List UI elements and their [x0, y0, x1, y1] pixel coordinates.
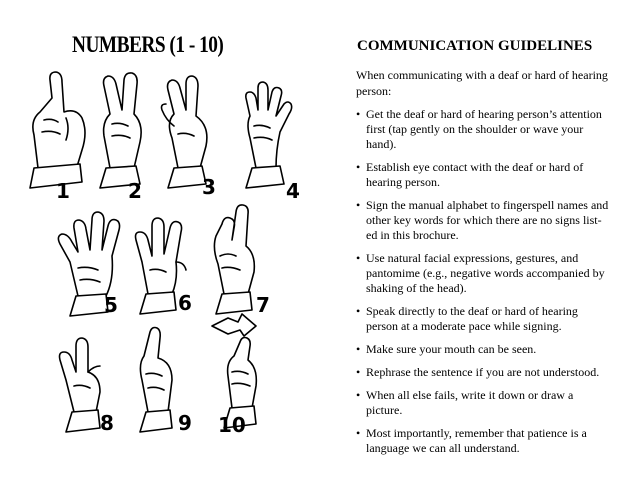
guideline-text: Make sure your mouth can be seen. — [366, 342, 537, 356]
bullet-icon: • — [356, 342, 361, 356]
guidelines-title: COMMUNICATION GUIDELINES — [357, 38, 593, 54]
guideline-item — [356, 251, 612, 296]
bullet-icon: • — [356, 107, 361, 121]
hand-number-1: 1 — [56, 179, 70, 203]
numbers-title: NUMBERS (1 - 10) — [72, 32, 224, 57]
guideline-item — [356, 198, 612, 243]
guideline-item — [356, 107, 612, 152]
hand-number-4: 4 — [286, 179, 300, 203]
guideline-text: Use natural facial expressions, gestures, and pantomime (e.g., negative words accompanied by shaking of the head). — [366, 251, 605, 295]
hand-sign-1 — [30, 72, 85, 203]
bullet-icon: • — [356, 365, 361, 379]
guideline-item — [356, 365, 612, 380]
hand-number-2: 2 — [128, 179, 142, 203]
guideline-text: Establish eye contact with the deaf or hard of hearing person. — [366, 160, 584, 189]
guideline-text: Sign the manual alphabet to fingerspell names and other key words for which there are no signs list-ed in this brochure. — [366, 198, 609, 242]
hand-number-9: 9 — [178, 411, 192, 435]
bullet-icon: • — [356, 426, 361, 440]
bullet-icon: • — [356, 160, 361, 174]
guideline-item — [356, 342, 612, 357]
hand-sign-6 — [136, 218, 192, 315]
hand-sign-5 — [58, 212, 119, 317]
bullet-icon: • — [356, 251, 361, 265]
guidelines-list — [356, 107, 612, 464]
guideline-text: Most importantly, remember that patience is a language we can all understand. — [366, 426, 587, 455]
guideline-item — [356, 160, 612, 190]
hand-sign-10 — [218, 338, 256, 438]
guideline-text: When all else fails, write it down or draw a picture. — [366, 388, 574, 417]
hand-number-3: 3 — [202, 175, 216, 199]
guideline-text: Rephrase the sentence if you are not understood. — [366, 365, 600, 379]
guideline-item — [356, 426, 612, 456]
guideline-item — [356, 304, 612, 334]
guideline-item — [356, 388, 612, 418]
bullet-icon: • — [356, 388, 361, 402]
hand-number-10: 10 — [218, 413, 246, 437]
guideline-text: Get the deaf or hard of hearing person’s attention first (tap gently on the shoulder or wave your hand). — [366, 107, 602, 151]
guideline-text: Speak directly to the deaf or hard of hearing person at a moderate pace while signing. — [366, 304, 578, 333]
hand-sign-4 — [246, 82, 300, 203]
hand-number-8: 8 — [100, 411, 114, 435]
motion-arrow-icon — [212, 314, 256, 336]
hand-sign-7 — [214, 205, 270, 317]
bullet-icon: • — [356, 198, 361, 212]
bullet-icon: • — [356, 304, 361, 318]
hand-sign-2 — [100, 73, 142, 203]
hand-number-7: 7 — [256, 293, 270, 317]
guidelines-intro: When communicating with a deaf or hard of hearing person: — [356, 68, 608, 98]
hand-number-6: 6 — [178, 291, 192, 315]
hand-sign-9 — [140, 328, 192, 436]
hand-sign-3 — [162, 76, 216, 199]
hand-sign-8 — [60, 338, 114, 435]
hand-number-5: 5 — [104, 293, 118, 317]
